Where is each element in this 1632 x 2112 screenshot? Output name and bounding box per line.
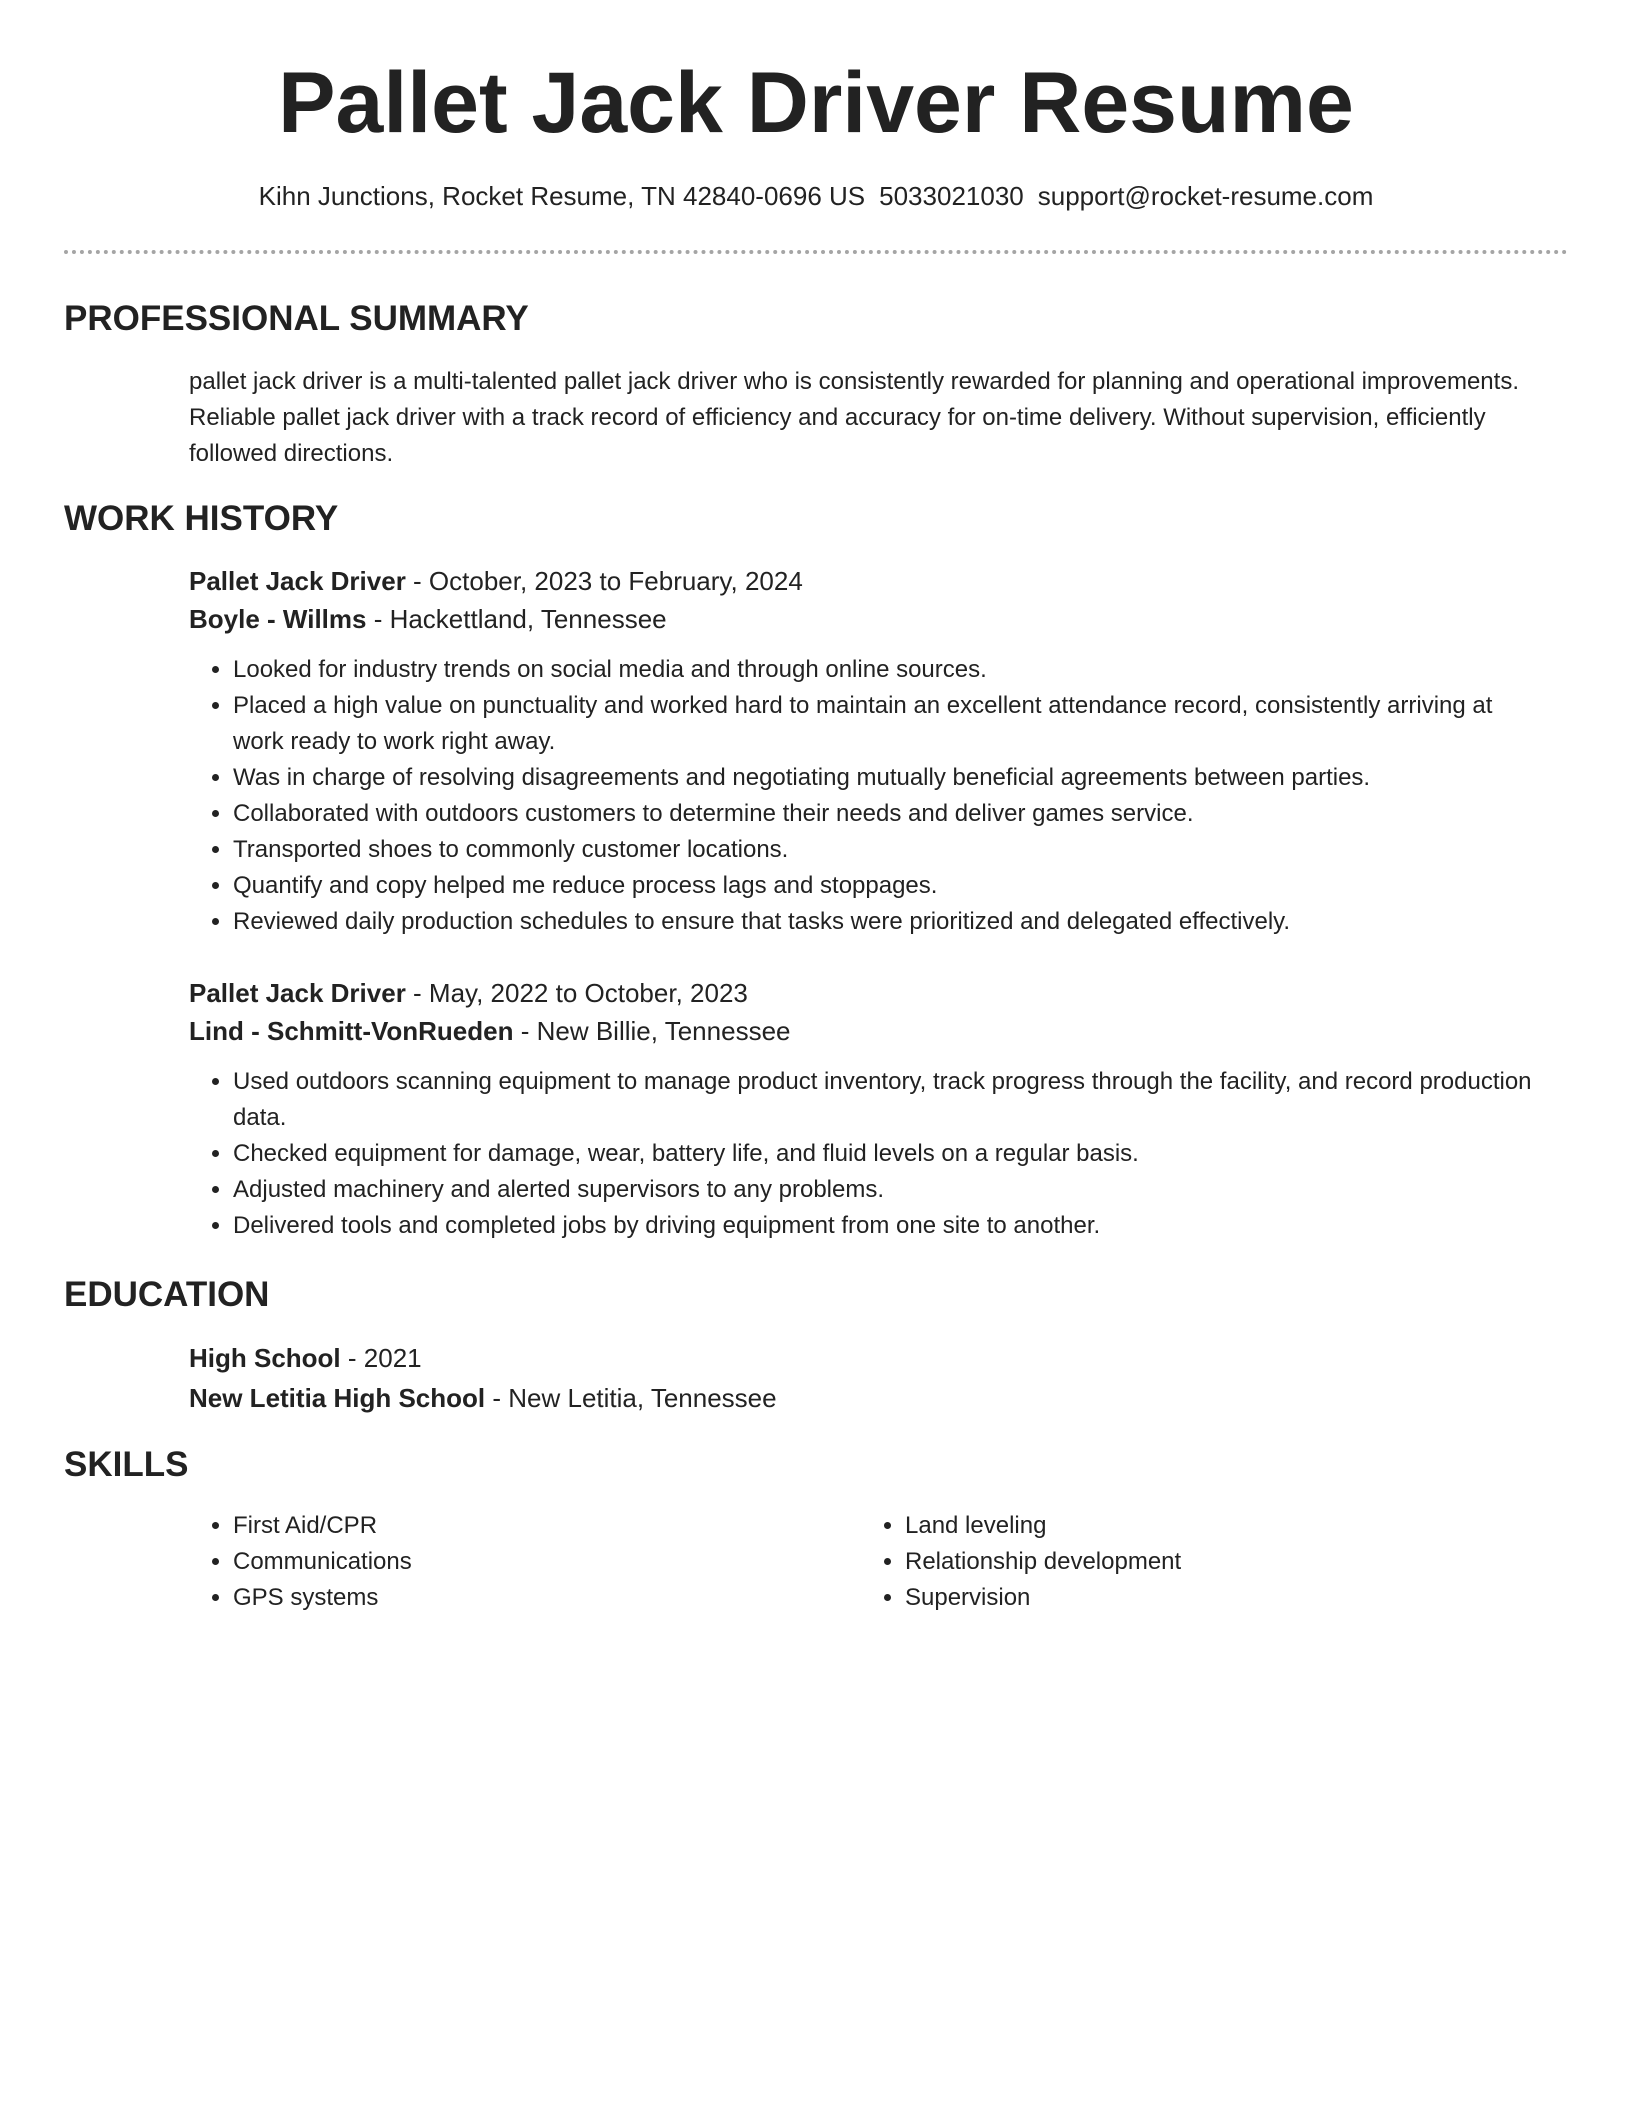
job-duties-list xyxy=(189,652,1549,940)
education-degree: High School xyxy=(189,1343,341,1373)
skill-item: • Land leveling xyxy=(905,1508,1481,1544)
header-divider xyxy=(64,250,1568,254)
skills-column-right xyxy=(861,1508,1481,1616)
skill-item: • Supervision xyxy=(905,1580,1481,1616)
list-item: • Placed a high value on punctuality and worked hard to maintain an excellent attendance record, consistently arriving at work ready to work right away. xyxy=(233,688,1549,760)
education-year: - 2021 xyxy=(340,1343,422,1373)
resume-title: Pallet Jack Driver Resume xyxy=(278,55,1354,151)
job-company: Lind - Schmitt-VonRueden xyxy=(189,1016,514,1046)
education-location: - New Letitia, Tennessee xyxy=(485,1383,777,1413)
job-dates: - May, 2022 to October, 2023 xyxy=(405,978,748,1008)
list-item: • Checked equipment for damage, wear, battery life, and fluid levels on a regular basis. xyxy=(233,1136,1549,1172)
contact-phone: 5033021030 xyxy=(879,181,1024,211)
education-school: New Letitia High School xyxy=(189,1383,486,1413)
contact-email: support@rocket-resume.com xyxy=(1037,181,1374,211)
education-heading: EDUCATION xyxy=(64,1275,270,1314)
job-title: Pallet Jack Driver xyxy=(189,978,406,1008)
list-item: • Quantify and copy helped me reduce process lags and stoppages. xyxy=(233,868,1549,904)
work-history-heading: WORK HISTORY xyxy=(64,499,339,538)
job-location: - Hackettland, Tennessee xyxy=(366,604,667,634)
skill-item: • Communications xyxy=(233,1544,809,1580)
skill-item: • GPS systems xyxy=(233,1580,809,1616)
job-dates: - October, 2023 to February, 2024 xyxy=(405,566,803,596)
job-entry xyxy=(189,974,1549,1244)
skill-item: • Relationship development xyxy=(905,1544,1481,1580)
job-company-line xyxy=(189,600,1549,638)
list-item: • Looked for industry trends on social media and through online sources. xyxy=(233,652,1549,688)
education-school-line xyxy=(189,1378,1549,1418)
skills-list xyxy=(861,1508,1481,1616)
education-entry xyxy=(189,1338,1549,1418)
list-item: • Delivered tools and completed jobs by driving equipment from one site to another. xyxy=(233,1208,1549,1244)
skills-column-left xyxy=(189,1508,809,1616)
summary-section xyxy=(189,364,1549,472)
job-title: Pallet Jack Driver xyxy=(189,566,406,596)
list-item: • Adjusted machinery and alerted supervisors to any problems. xyxy=(233,1172,1549,1208)
summary-text: pallet jack driver is a multi-talented pallet jack driver who is consistently rewarded for planning and operational improvements. Reliable pallet jack driver with a track record of efficiency and accuracy for on-time delivery. Without supervision, efficiently followed directions. xyxy=(189,368,1519,467)
job-duties-list xyxy=(189,1064,1549,1244)
education-degree-line xyxy=(189,1338,1549,1378)
job-entry xyxy=(189,562,1549,940)
contact-line xyxy=(0,180,1632,214)
skills-list xyxy=(189,1508,809,1616)
job-location: - New Billie, Tennessee xyxy=(513,1016,791,1046)
list-item: • Was in charge of resolving disagreements and negotiating mutually beneficial agreements between parties. xyxy=(233,760,1549,796)
list-item: • Transported shoes to commonly customer locations. xyxy=(233,832,1549,868)
job-title-line xyxy=(189,974,1549,1012)
contact-address: Kihn Junctions, Rocket Resume, TN 42840-0696 US xyxy=(258,181,866,211)
skill-item: • First Aid/CPR xyxy=(233,1508,809,1544)
job-company: Boyle - Willms xyxy=(189,604,367,634)
list-item: • Used outdoors scanning equipment to manage product inventory, track progress through the facility, and record production data. xyxy=(233,1064,1549,1136)
list-item: • Reviewed daily production schedules to ensure that tasks were prioritized and delegated effectively. xyxy=(233,904,1549,940)
job-company-line xyxy=(189,1012,1549,1050)
job-title-line xyxy=(189,562,1549,600)
summary-heading: PROFESSIONAL SUMMARY xyxy=(64,299,529,338)
list-item: • Collaborated with outdoors customers to determine their needs and deliver games service. xyxy=(233,796,1549,832)
skills-heading: SKILLS xyxy=(64,1445,189,1484)
